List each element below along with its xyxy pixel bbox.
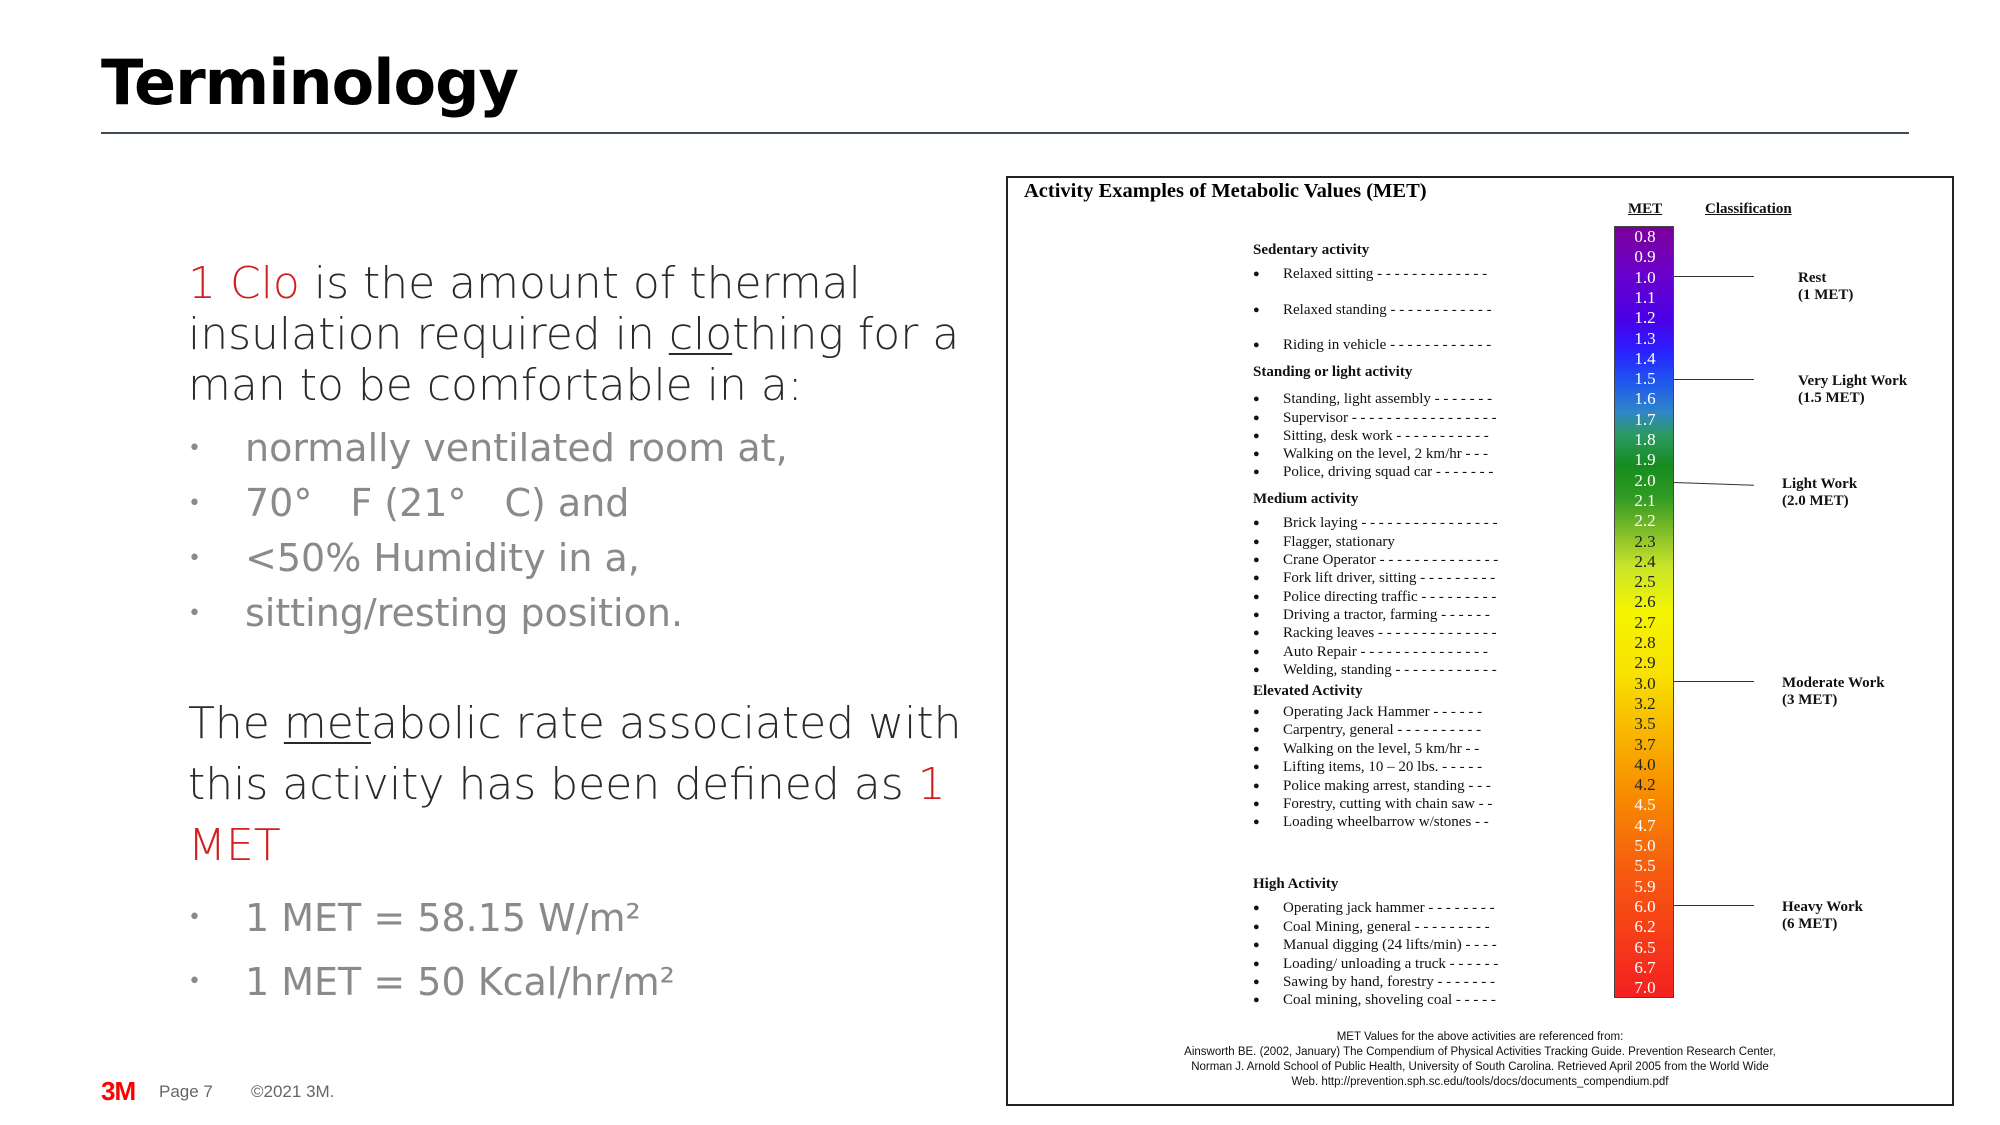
activity-item: ● Supervisor - - - - - - - - - - - - - - - - - (1283, 410, 1497, 426)
met-value: 4.5 (1634, 795, 1656, 815)
met-value: 0.8 (1634, 227, 1656, 246)
list-item: • 1 MET = 50 Kcal/hr/m² (188, 950, 988, 1014)
activity-item: ● Sawing by hand, forestry - - - - - - - (1283, 974, 1495, 990)
met-value: 6.2 (1634, 917, 1656, 937)
met-value: 0.9 (1634, 247, 1656, 267)
activity-item: ● Police directing traffic - - - - - - - - - (1283, 589, 1496, 605)
clo-term: 1 Clo (188, 258, 300, 309)
met-value: 5.9 (1634, 876, 1656, 896)
activity-item: ● Fork lift driver, sitting - - - - - - - - - (1283, 570, 1495, 586)
classification-very-light (1798, 373, 1908, 407)
met-definition (188, 693, 988, 876)
reference-line: MET Values for the above activities are referenced from: (1336, 1031, 1624, 1043)
met-value: 2.9 (1634, 653, 1656, 673)
classification-met: (2.0 MET) (1782, 493, 1849, 509)
activity-item: ● Carpentry, general - - - - - - - - - - (1283, 722, 1481, 738)
met-value: 3.7 (1634, 734, 1656, 754)
met-value: 2.3 (1634, 531, 1656, 551)
met-value: 3.5 (1634, 714, 1656, 734)
met-values-list (188, 886, 988, 1014)
classification-met: (1.5 MET) (1798, 390, 1865, 406)
activity-item: ● Walking on the level, 5 km/hr - - (1283, 741, 1479, 757)
light-work-connector (1674, 482, 1754, 486)
3m-logo: 3M (101, 1076, 136, 1106)
activity-item: ● Forestry, cutting with chain saw - - (1283, 796, 1492, 812)
met-value: 2.6 (1634, 592, 1656, 612)
activity-item: ● Operating Jack Hammer - - - - - - (1283, 704, 1482, 720)
met-value: 3.2 (1634, 693, 1656, 713)
clo-text-a: is the amount of thermal insulation required in (188, 258, 861, 360)
slide-title: Terminology (101, 46, 518, 119)
activity-item: ● Loading wheelbarrow w/stones - - (1283, 814, 1489, 830)
activity-item: ● Auto Repair - - - - - - - - - - - - - - - (1283, 644, 1488, 660)
activity-item: ● Operating jack hammer - - - - - - - - (1283, 900, 1495, 916)
met-value: 2.2 (1634, 511, 1656, 531)
activity-item: ● Brick laying - - - - - - - - - - - - - - - - (1283, 515, 1498, 531)
classification-met: (3 MET) (1782, 692, 1838, 708)
met-value: 1.9 (1634, 450, 1656, 470)
activity-item: ● Driving a tractor, farming - - - - - - (1283, 607, 1490, 623)
met-value: 4.0 (1634, 754, 1656, 774)
classification-met: (6 MET) (1782, 916, 1838, 932)
classification-moderate (1782, 675, 1885, 709)
met-value: 2.0 (1634, 470, 1656, 490)
group-heading: Standing or light activity (1253, 364, 1413, 380)
met-value: 1.7 (1634, 409, 1656, 429)
list-item: • 1 MET = 58.15 W/m² (188, 886, 988, 950)
classification-column-header: Classification (1705, 201, 1792, 217)
met-value: 2.1 (1634, 490, 1656, 510)
clo-conditions-list (188, 421, 988, 641)
met-text-b: abolic rate associated with this activity has been defined as (188, 698, 962, 810)
clo-text-b: thing for a man to be comfortable in a: (188, 309, 960, 411)
reference-line: Ainsworth BE. (2002, January) The Compendium of Physical Activities Tracking Guide. Prevention Research Center, (1184, 1046, 1776, 1058)
very-light-connector (1674, 379, 1754, 380)
met-value: 1.2 (1634, 308, 1656, 328)
met-value: 1.0 (1634, 267, 1656, 287)
met-value: 1.1 (1634, 287, 1656, 307)
activity-item: ● Welding, standing - - - - - - - - - - - - (1283, 662, 1497, 678)
clo-underline: clo (668, 309, 733, 360)
classification-heavy (1782, 899, 1863, 933)
met-column-header: MET (1628, 201, 1663, 217)
list-item: • 70° F (21° C) and (188, 476, 988, 531)
list-item: • normally ventilated room at, (188, 421, 988, 476)
classification-light (1782, 476, 1857, 510)
met-value: 1.6 (1634, 389, 1656, 409)
met-value: 1.3 (1634, 328, 1656, 348)
group-heading: High Activity (1253, 876, 1339, 892)
met-figure (1006, 176, 1954, 1106)
activity-item: ● Coal mining, shoveling coal - - - - - (1283, 992, 1496, 1008)
activity-item: ● Crane Operator - - - - - - - - - - - - - - (1283, 552, 1498, 568)
activity-item: ● Loading/ unloading a truck - - - - - - (1283, 956, 1498, 972)
group-heading: Medium activity (1253, 491, 1359, 507)
figure-references (1008, 1030, 1952, 1090)
rest-connector (1674, 276, 1754, 277)
activity-item: ● Riding in vehicle - - - - - - - - - - - - (1283, 337, 1491, 353)
activity-item: ● Police making arrest, standing - - - (1283, 778, 1491, 794)
activity-item: ● Sitting, desk work - - - - - - - - - - - (1283, 428, 1489, 444)
met-value: 5.5 (1634, 856, 1656, 876)
met-value: 6.0 (1634, 896, 1656, 916)
title-divider (101, 132, 1909, 134)
met-value: 4.2 (1634, 775, 1656, 795)
met-value: 7.0 (1634, 978, 1656, 998)
list-item: • <50% Humidity in a, (188, 531, 988, 586)
classification-rest (1798, 270, 1853, 304)
met-value: 1.5 (1634, 369, 1656, 389)
figure-title: Activity Examples of Metabolic Values (MET) (1024, 180, 1427, 202)
activity-item: ● Standing, light assembly - - - - - - - (1283, 391, 1492, 407)
met-value: 4.7 (1634, 815, 1656, 835)
text-column (188, 258, 988, 1014)
activity-item: ● Police, driving squad car - - - - - - - (1283, 464, 1493, 480)
met-value: 5.0 (1634, 836, 1656, 855)
classification-name: Light Work (1782, 476, 1858, 492)
met-value: 6.5 (1634, 937, 1656, 957)
classification-name: Heavy Work (1782, 899, 1863, 915)
group-heading: Sedentary activity (1253, 242, 1370, 258)
activity-item: ● Lifting items, 10 – 20 lbs. - - - - - (1283, 759, 1482, 775)
activity-item: ● Racking leaves - - - - - - - - - - - - - - (1283, 625, 1497, 641)
met-value: 2.7 (1634, 612, 1656, 632)
list-item: • sitting/resting position. (188, 586, 988, 641)
met-value: 2.8 (1634, 633, 1656, 652)
activity-item: ● Flagger, stationary (1283, 534, 1395, 550)
met-value: 1.8 (1634, 430, 1656, 449)
activity-item: ● Relaxed standing - - - - - - - - - - - - (1283, 302, 1492, 318)
met-value: 3.0 (1634, 673, 1656, 693)
met-value: 2.4 (1634, 551, 1656, 571)
group-heading: Elevated Activity (1253, 683, 1363, 699)
page-number: Page 7 (159, 1082, 213, 1101)
clo-definition (188, 258, 988, 411)
classification-name: Moderate Work (1782, 675, 1885, 691)
met-text-a: The (188, 698, 284, 749)
classification-name: Very Light Work (1798, 373, 1908, 389)
activity-item: ● Coal Mining, general - - - - - - - - - (1283, 919, 1490, 935)
met-value: 6.7 (1634, 957, 1656, 977)
reference-line: Norman J. Arnold School of Public Health, University of South Carolina. Retrieved April 2005 from the World Wide (1191, 1061, 1769, 1073)
met-underline: met (283, 698, 372, 749)
activity-item: ● Manual digging (24 lifts/min) - - - - (1283, 937, 1497, 953)
moderate-work-connector (1674, 681, 1754, 682)
activity-item: ● Relaxed sitting - - - - - - - - - - - - - (1283, 266, 1487, 282)
copyright: ©2021 3M. (251, 1082, 335, 1101)
met-value: 2.5 (1634, 572, 1656, 592)
classification-name: Rest (1798, 270, 1827, 286)
classification-met: (1 MET) (1798, 287, 1854, 303)
met-term: 1 MET (188, 759, 946, 871)
heavy-work-connector (1674, 905, 1754, 906)
activity-item: ● Walking on the level, 2 km/hr - - - (1283, 446, 1488, 462)
reference-line: Web. http://prevention.sph.sc.edu/tools/docs/documents_compendium.pdf (1291, 1076, 1669, 1088)
met-value: 1.4 (1634, 348, 1656, 368)
